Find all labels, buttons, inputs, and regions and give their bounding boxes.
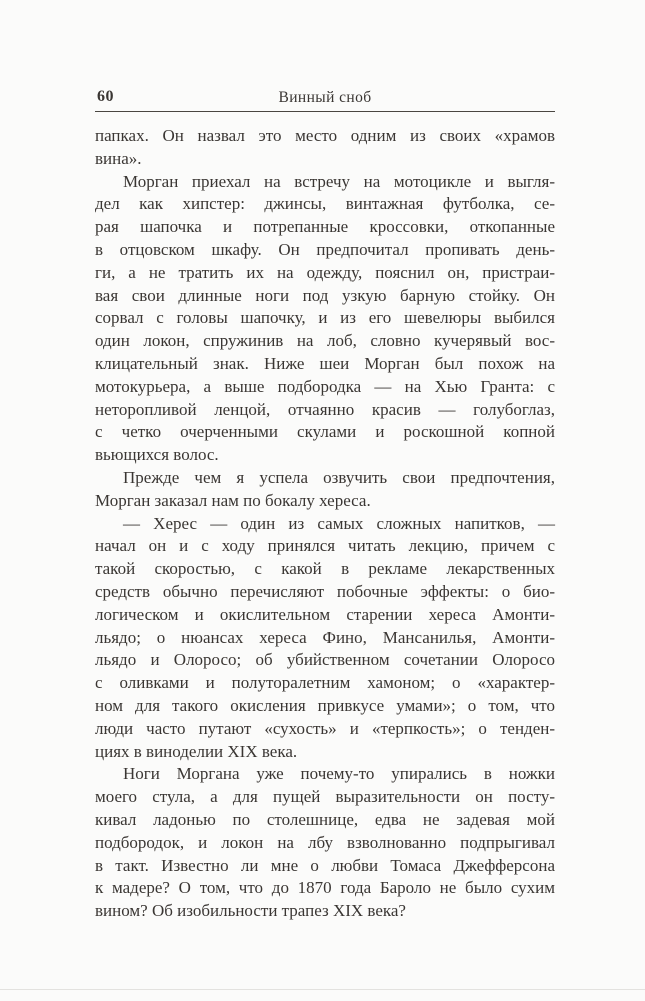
text-line: циях в виноделии XIX века. bbox=[95, 741, 298, 761]
text-line: Ноги Моргана уже почему-то упирались в ножки bbox=[123, 764, 555, 784]
text-line: средств обычно перечисляют побочные эффекты: о био- bbox=[95, 581, 555, 601]
page-header bbox=[95, 88, 555, 106]
text-line: папках. Он назвал это место одним из своих «храмов bbox=[95, 126, 555, 145]
text-line: в отцовском шкафу. Он предпочитал пропивать день- bbox=[95, 239, 555, 259]
text-line: такой скоростью, с какой в рекламе лекарственных bbox=[95, 559, 555, 579]
text-line: в такт. Известно ли мне о любви Томаса Джефферсона bbox=[95, 855, 555, 875]
text-line: дел как хипстер: джинсы, винтажная футболка, се- bbox=[95, 194, 555, 214]
text-line: логическом и окислительном старении хереса Амонти- bbox=[95, 604, 555, 624]
page-number: 60 bbox=[97, 88, 114, 105]
text-line: вина». bbox=[95, 148, 142, 168]
text-block bbox=[95, 125, 555, 923]
text-line: один локон, спружинив на лоб, словно кучерявый вос- bbox=[95, 331, 555, 351]
text-line: неторопливой ленцой, отчаянно красив — голубоглаз, bbox=[95, 399, 555, 419]
text-line: с четко очерченными скулами и роскошной копной bbox=[95, 422, 555, 442]
text-line: льядо и Олоросо; об убийственном сочетании Олоросо bbox=[95, 650, 555, 670]
paragraph bbox=[95, 125, 555, 171]
paragraph bbox=[95, 513, 555, 764]
text-line: рая шапочка и потрепанные кроссовки, откопанные bbox=[95, 217, 555, 237]
text-line: подбородок, и локон на лбу взволнованно подпрыгивал bbox=[95, 832, 555, 852]
text-line: вая свои длинные ноги под узкую барную стойку. Он bbox=[95, 285, 555, 305]
paragraph bbox=[95, 171, 555, 467]
text-line: мотокурьера, а выше подбородка — на Хью Гранта: с bbox=[95, 376, 555, 396]
text-line: вином? Об изобильности трапез XIX века? bbox=[95, 901, 406, 921]
text-line: Морган заказал нам по бокалу хереса. bbox=[95, 490, 371, 510]
text-line: клицательный знак. Ниже шеи Морган был похож на bbox=[95, 353, 555, 373]
text-line: люди часто путают «сухость» и «терпкость»; о тенден- bbox=[95, 718, 555, 738]
text-line: Прежде чем я успела озвучить свои предпочтения, bbox=[123, 467, 555, 487]
paragraph bbox=[95, 763, 555, 923]
text-line: Морган приехал на встречу на мотоцикле и выгля- bbox=[123, 171, 555, 191]
page-content bbox=[95, 88, 555, 923]
text-line: к мадере? О том, что до 1870 года Бароло не было сухим bbox=[95, 878, 555, 898]
text-line: начал он и с ходу принялся читать лекцию, причем с bbox=[95, 536, 555, 556]
text-line: вьющихся волос. bbox=[95, 445, 219, 465]
text-line: кивал ладонью по столешнице, едва не задевая мой bbox=[95, 809, 555, 829]
text-line: льядо; о нюансах хереса Фино, Мансанилья, Амонти- bbox=[95, 627, 555, 647]
text-line: ги, а не тратить их на одежду, пояснил он, пристраи- bbox=[95, 262, 555, 282]
page-edge-line bbox=[0, 989, 645, 990]
text-line: моего стула, а для пущей выразительности он посту- bbox=[95, 787, 555, 807]
text-line: с оливками и полуторалетним хамоном; о «характер- bbox=[95, 673, 555, 693]
paragraph bbox=[95, 467, 555, 513]
text-line: ном для такого окисления привкусе умами»; о том, что bbox=[95, 695, 555, 715]
header-rule bbox=[95, 111, 555, 112]
text-line: сорвал с головы шапочку, и из его шевелюры выбился bbox=[95, 308, 555, 328]
running-title: Винный сноб bbox=[278, 89, 372, 106]
text-line: — Херес — один из самых сложных напитков, — bbox=[123, 513, 555, 533]
